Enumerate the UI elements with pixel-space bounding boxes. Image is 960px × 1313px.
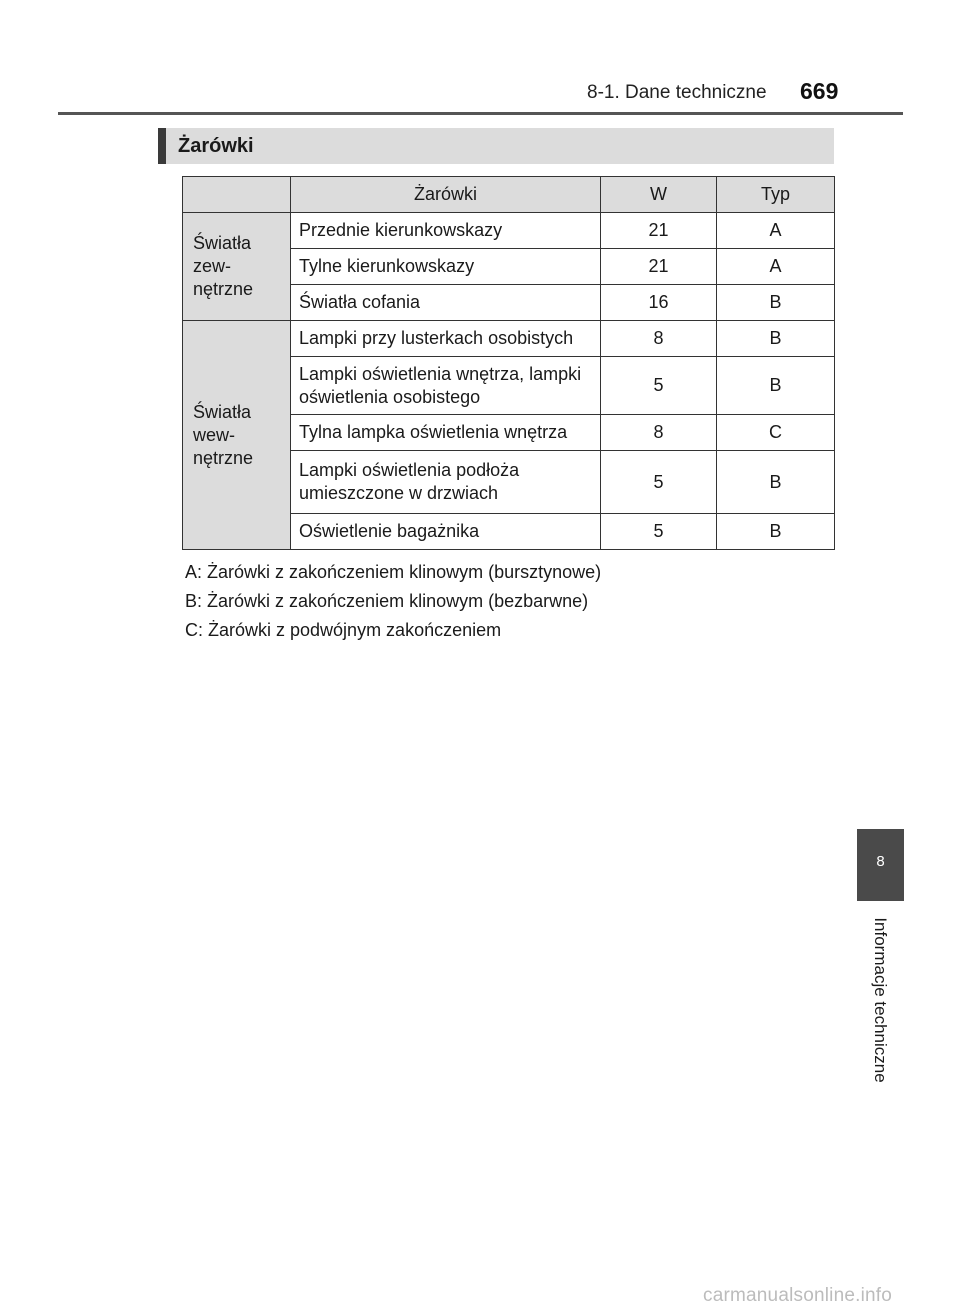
section-title: Żarówki bbox=[178, 135, 254, 157]
page-number: 669 bbox=[800, 78, 839, 104]
bulb-type: B bbox=[717, 451, 835, 514]
header-cell-type: Typ bbox=[717, 177, 835, 213]
bulb-watt: 5 bbox=[601, 514, 717, 550]
bulb-name: Lampki przy lusterkach osobistych bbox=[291, 321, 601, 357]
chapter-label: Informacje techniczne bbox=[871, 917, 890, 1083]
note-type-c: C: Żarówki z podwójnym zakończeniem bbox=[185, 620, 502, 640]
bulb-name: Światła cofania bbox=[291, 285, 601, 321]
bulb-name: Lampki oświetlenia wnętrza, lampki oświetlenia osobistego bbox=[291, 357, 601, 415]
group-exterior-lights: Światła zew- nętrzne bbox=[183, 213, 291, 321]
bulb-type: B bbox=[717, 514, 835, 550]
bulb-watt: 8 bbox=[601, 321, 717, 357]
header-cell-group bbox=[183, 177, 291, 213]
chapter-number: 8 bbox=[876, 853, 885, 870]
table-row bbox=[183, 213, 835, 249]
bulb-type: A bbox=[717, 249, 835, 285]
bulb-type: B bbox=[717, 285, 835, 321]
table-header-row bbox=[183, 177, 835, 213]
section-accent-bar bbox=[158, 128, 166, 164]
header-cell-bulbs: Żarówki bbox=[291, 177, 601, 213]
bulb-name: Przednie kierunkowskazy bbox=[291, 213, 601, 249]
bulb-watt: 5 bbox=[601, 357, 717, 415]
bulb-name: Oświetlenie bagażnika bbox=[291, 514, 601, 550]
bulb-type: B bbox=[717, 321, 835, 357]
bulbs-table bbox=[182, 176, 835, 550]
note-type-b: B: Żarówki z zakończeniem klinowym (bezbarwne) bbox=[185, 591, 589, 611]
section-title-bar bbox=[158, 128, 834, 164]
group-interior-lights: Światła wew- nętrzne bbox=[183, 321, 291, 550]
bulb-watt: 5 bbox=[601, 451, 717, 514]
bulb-watt: 8 bbox=[601, 415, 717, 451]
bulb-type: B bbox=[717, 357, 835, 415]
bulb-name: Tylne kierunkowskazy bbox=[291, 249, 601, 285]
bulb-type: C bbox=[717, 415, 835, 451]
table-row bbox=[183, 321, 835, 357]
chapter-tab bbox=[857, 829, 904, 901]
bulb-name: Lampki oświetlenia podłoża umieszczone w drzwiach bbox=[291, 451, 601, 514]
bulb-type: A bbox=[717, 213, 835, 249]
header-cell-watt: W bbox=[601, 177, 717, 213]
bulb-watt: 16 bbox=[601, 285, 717, 321]
bulb-watt: 21 bbox=[601, 213, 717, 249]
note-type-a: A: Żarówki z zakończeniem klinowym (bursztynowe) bbox=[185, 562, 602, 582]
header-rule bbox=[58, 112, 903, 115]
watermark: carmanualsonline.info bbox=[703, 1285, 893, 1306]
bulb-type-notes bbox=[185, 558, 601, 645]
section-header: 8-1. Dane techniczne bbox=[587, 82, 767, 103]
bulb-name: Tylna lampka oświetlenia wnętrza bbox=[291, 415, 601, 451]
bulb-watt: 21 bbox=[601, 249, 717, 285]
